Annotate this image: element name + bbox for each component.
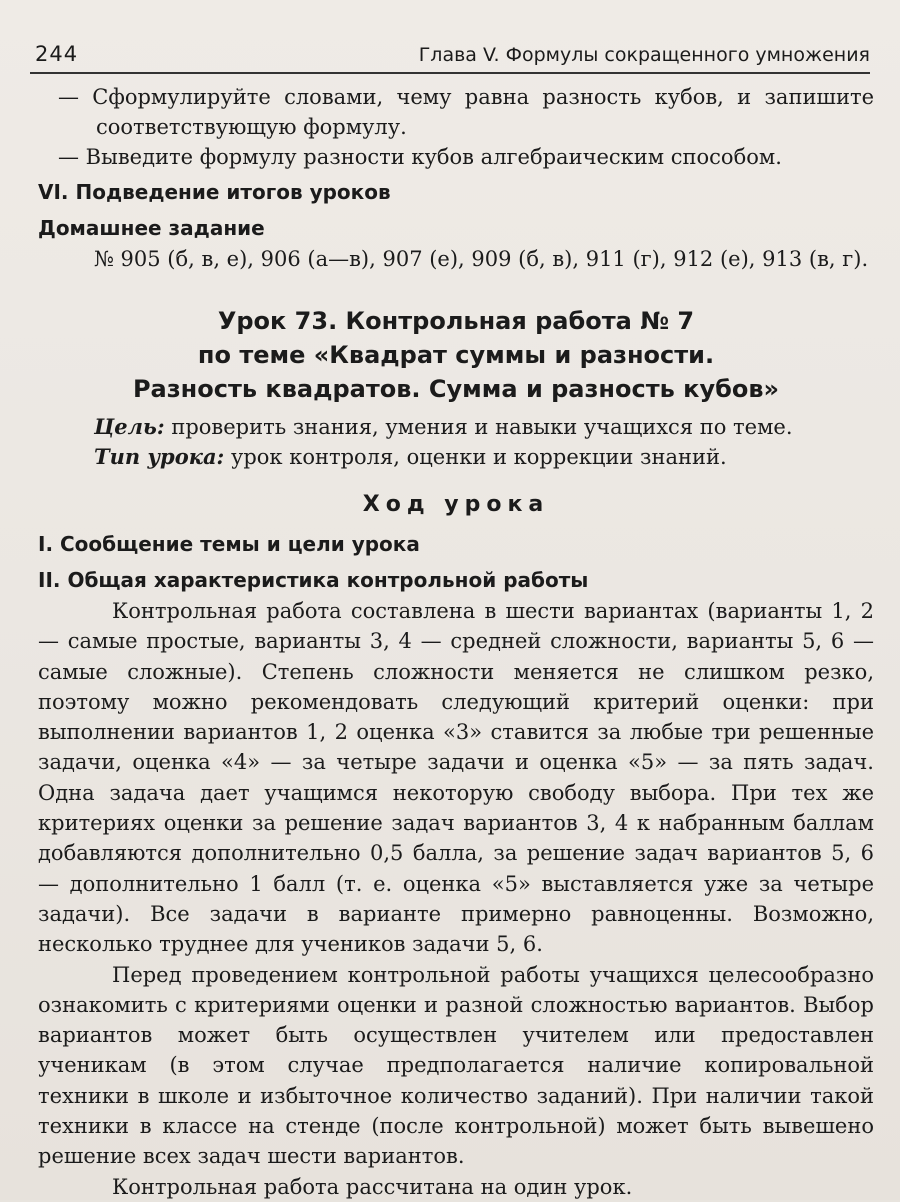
homework-heading: Домашнее задание xyxy=(38,216,265,240)
body-paragraph: Контрольная работа составлена в шести вариантах (варианты 1, 2 — самые простые, варианты 3, 4 — средней сложности, варианты 5, 6 — самые сложные). Степень сложности меняется не слишком резко, поэтому можно рекомендовать следующий критерий оценки: при выполнении вариантов 1, 2 оценка «3» ставится за любые три решенные задачи, оценка «4» — за четыре задачи и оценка «5» — за пять задач. Одна задача дает учащимся некоторую свободу выбора. При тех же критериях оценки за решение задач вариантов 3, 4 к набранным баллам добавляются дополнительно 0,5 балла, за решение задач вариантов 5, 6 — дополнительно 1 балл (т. е. оценка «5» выставляется уже за четыре задачи). Все задачи в варианте примерно равноценны. Возможно, несколько труднее для учеников задачи 5, 6. xyxy=(38,599,874,957)
goal-label: Цель: xyxy=(94,414,165,439)
page-header xyxy=(30,42,870,74)
task-item: — Выведите формулу разности кубов алгебраическим способом. xyxy=(58,145,782,169)
section-heading-i: I. Сообщение темы и цели урока xyxy=(38,532,420,556)
task-item: — Сформулируйте словами, чему равна разность кубов, и запишите соответствующую формулу. xyxy=(58,85,874,139)
course-heading: Ход урока xyxy=(362,492,550,517)
page-number: 244 xyxy=(35,42,79,66)
lesson-title-line: по теме «Квадрат суммы и разности. xyxy=(197,341,715,369)
lesson-title-line: Разность квадратов. Сумма и разность кубов» xyxy=(132,375,780,403)
running-head: Глава V. Формулы сокращенного умножения xyxy=(418,44,870,66)
type-label: Тип урока: xyxy=(94,444,225,469)
body-paragraph: Контрольная работа рассчитана на один урок. xyxy=(112,1174,633,1199)
lesson-goal xyxy=(38,412,874,442)
lesson-title-line: Урок 73. Контрольная работа № 7 xyxy=(217,307,695,335)
type-text: урок контроля, оценки и коррекции знаний. xyxy=(224,445,727,469)
goal-text: проверить знания, умения и навыки учащихся по теме. xyxy=(164,415,793,439)
lesson-type xyxy=(38,442,874,472)
lesson-title xyxy=(38,304,874,406)
section-heading-vi: VI. Подведение итогов уроков xyxy=(38,180,391,204)
body-paragraph: Перед проведением контрольной работы учащихся целесообразно ознакомить с критериями оценки и разной сложностью вариантов. Выбор вариантов может быть осуществлен учителем или предоставлен ученикам (в этом случае предполагается наличие копировальной техники в школе и избыточное количество заданий). При наличии такой техники в классе на стенде (после контрольной) может быть вывешено решение всех задач шести вариантов. xyxy=(38,962,874,1169)
page-content xyxy=(38,82,874,1202)
homework-text: № 905 (б, в, е), 906 (а—в), 907 (е), 909 (б, в), 911 (г), 912 (е), 913 (в, г). xyxy=(94,247,869,271)
section-heading-ii: II. Общая характеристика контрольной работы xyxy=(38,568,589,592)
